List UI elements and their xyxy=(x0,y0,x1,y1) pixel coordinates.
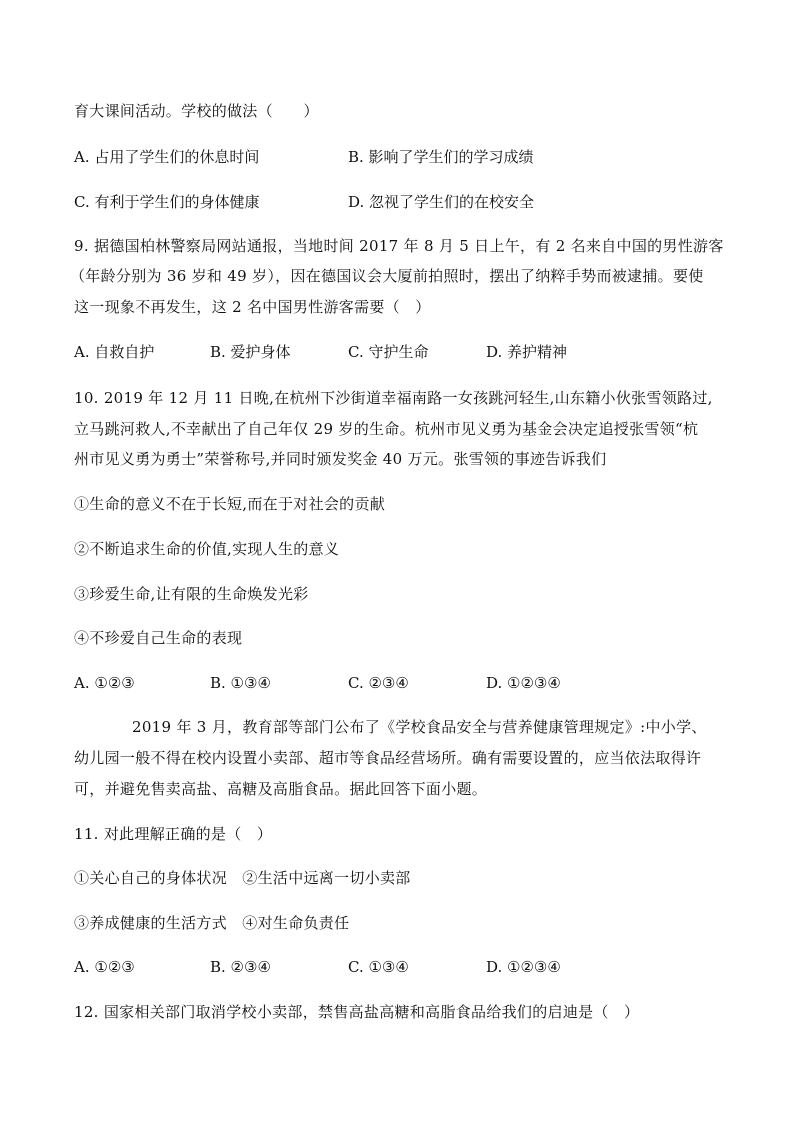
q11-statements-1-2: ①关心自己的身体状况 ②生活中远离一切小卖部 xyxy=(74,869,411,887)
q10-option-a: A. ①②③ xyxy=(74,674,135,692)
q12-stem: 12. 国家相关部门取消学校小卖部，禁售高盐高糖和高脂食品给我们的启迪是（ ） xyxy=(74,1003,640,1021)
q8-option-c: C. 有利于学生们的身体健康 xyxy=(74,193,260,211)
q10-statement-4: ④不珍爱自己生命的表现 xyxy=(74,629,243,647)
q11-option-b: B. ②③④ xyxy=(210,958,271,976)
q10-option-d: D. ①②③④ xyxy=(486,674,561,692)
q11-statements-3-4: ③养成健康的生活方式 ④对生命负责任 xyxy=(74,914,350,932)
q11-option-a: A. ①②③ xyxy=(74,958,135,976)
q9-stem-line-3: 这一现象不再发生，这 2 名中国男性游客需要（ ） xyxy=(74,298,431,316)
q10-option-b: B. ①③④ xyxy=(210,674,271,692)
q11-option-d: D. ①②③④ xyxy=(486,958,561,976)
q11-option-c: C. ①③④ xyxy=(348,958,409,976)
q11-stem: 11. 对此理解正确的是（ ） xyxy=(74,825,273,843)
q10-stem-line-1: 10. 2019 年 12 月 11 日晚,在杭州下沙街道幸福南路一女孩跳河轻生,山东籍小伙张雪领路过, xyxy=(74,389,713,407)
q10-stem-line-3: 州市见义勇为勇士”荣誉称号,并同时颁发奖金 40 万元。张雪领的事迹告诉我们 xyxy=(74,450,607,468)
q10-statement-2: ②不断追求生命的价值,实现人生的意义 xyxy=(74,540,340,558)
passage-line-1: 2019 年 3 月，教育部等部门公布了《学校食品安全与营养健康管理规定》:中小学、 xyxy=(132,718,707,736)
q8-option-a: A. 占用了学生们的休息时间 xyxy=(74,148,260,166)
q10-stem-line-2: 立马跳河救人,不幸献出了自己年仅 29 岁的生命。杭州市见义勇为基金会决定追授张雪领“杭 xyxy=(74,420,699,438)
q9-option-b: B. 爱护身体 xyxy=(210,343,291,361)
q8-option-b: B. 影响了学生们的学习成绩 xyxy=(348,148,534,166)
q10-option-c: C. ②③④ xyxy=(348,674,409,692)
q9-option-c: C. 守护生命 xyxy=(348,343,429,361)
q10-statement-3: ③珍爱生命,让有限的生命焕发光彩 xyxy=(74,585,309,603)
q10-statement-1: ①生命的意义不在于长短,而在于对社会的贡献 xyxy=(74,495,386,513)
passage-line-3: 可，并避免售卖高盐、高糖及高脂食品。据此回答下面小题。 xyxy=(74,780,488,798)
q9-stem-line-1: 9. 据德国柏林警察局网站通报，当地时间 2017 年 8 月 5 日上午，有 2 名来自中国的男性游客 xyxy=(74,237,724,255)
passage-line-2: 幼儿园一般不得在校内设置小卖部、超市等食品经营场所。确有需要设置的，应当依法取得许 xyxy=(74,749,702,767)
q9-stem-line-2: （年龄分别为 36 岁和 49 岁），因在德国议会大厦前拍照时，摆出了纳粹手势而被逮捕。要使 xyxy=(70,267,704,285)
q8-stem-continuation: 育大课间活动。学校的做法（ ） xyxy=(74,102,319,120)
q9-option-a: A. 自救自护 xyxy=(74,343,155,361)
q8-option-d: D. 忽视了学生们的在校安全 xyxy=(348,193,535,211)
q9-option-d: D. 养护精神 xyxy=(486,343,568,361)
